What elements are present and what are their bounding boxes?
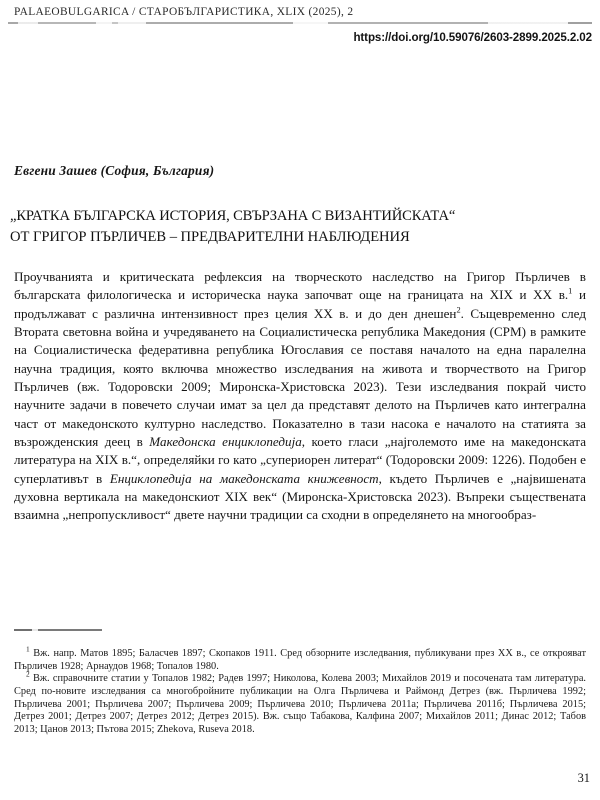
cited-work-macedonian-encyclopedia: Македонска енциклопедија	[149, 434, 302, 450]
body-segment-4: , което гласи „најголемото име на македонската литература на XIX в.“, определяйки го като „супериорен литерат“ (Тодоровски 2009: 1226). Подобен е суперлативът в	[14, 434, 587, 486]
header-rule	[8, 22, 592, 24]
footnote-text: Вж. напр. Матов 1895; Баласчев 1897; Скопаков 1911. Сред обзорните изследвания, публикувани през XX в., се открояват Пърличев 1928; Арнаудов 1968; Топалов 1980.	[14, 648, 586, 672]
footnote-separator-rule	[14, 629, 102, 631]
footnote-marker-2[interactable]: 2	[456, 305, 461, 315]
body-segment-1: Проучванията и критическата рефлексия на творческото наследство на Григор Пърличев в българската филологическа и историческа наука започват още на границата на XIX и XX в.	[14, 269, 586, 303]
footnotes-block	[14, 644, 586, 737]
footnote-number: 2	[26, 669, 30, 679]
footnote-number: 1	[26, 644, 30, 654]
doi-link[interactable]: https://doi.org/10.59076/2603-2899.2025.2.02	[353, 31, 592, 44]
body-segment-2: и продължават с различна интензивност през целия XX в. и до ден днешен	[14, 287, 586, 321]
article-title-line-1: „КРАТКА БЪЛГАРСКА ИСТОРИЯ, СВЪРЗАНА С ВИЗАНТИЙСКАТА“	[10, 208, 456, 224]
article-title-line-2: ОТ ГРИГОР ПЪРЛИЧЕВ – ПРЕДВАРИТЕЛНИ НАБЛЮДЕНИЯ	[10, 229, 410, 245]
footnote-item	[14, 669, 586, 736]
article-title	[10, 206, 592, 248]
running-head: PALAEOBULGARICA / СТАРОБЪЛГАРИСТИКА, XLIX (2025), 2	[14, 6, 354, 18]
footnote-item	[14, 644, 586, 673]
footnote-marker-1[interactable]: 1	[568, 286, 573, 296]
cited-work-encyclopedia-of-macedonian-literature: Енциклопедија на македонската книжевност	[109, 470, 379, 486]
body-segment-5: , където Пърличев е „највишената духовна вертикала на македонскиот XIX век“ (Миронска-Христовска 2023). Въпреки съществената взаимна „непропускливост“ двете научни традиции са сходни в определянето на многообраз-	[14, 470, 586, 523]
article-body	[14, 268, 586, 525]
body-paragraph	[14, 268, 586, 525]
article-author: Евгени Зашев (София, България)	[14, 163, 215, 178]
page-number: 31	[577, 771, 590, 785]
footnote-text: Вж. справочните статии у Топалов 1982; Радев 1997; Николова, Колева 2003; Михайлов 2019 и посочената там литература. Сред по-новите изследвания са многобройните публикации на Олга Пърличева и Раймонд Детрез (вж. Пърличева 1992; Пърличева 2001; Пърличева 2007; Пърличева 2009; Пърличева 2010; Пърличева 2011а; Пърличева 2011б; Пърличева 2015; Детрез 2001; Детрез 2007; Детрез 2012; Детрез 2015). Вж. също Табакова, Калфина 2007; Михайлов 2011; Динас 2012; Табов 2013; Цанов 2013; Пътова 2015; Zhekova, Ruseva 2018.	[14, 673, 586, 735]
body-segment-3: . Същевременно след Втората световна война и учредяването на Социалистическа република Македония (СРМ) в рамките на Социалистическа федеративна република Югославия се поставя началото на една паралелна научна традиция, която включва множество изследвания на живота и творчеството на Григор Пърличев (вж. Тодоровски 2009; Миронска-Христовска 2023). Тези изследвания покрай чисто научните задачи в повечето случаи имат за цел да представят делото на Пърличев като интегрална част от македонското културно наследство. Показателно в тази насока е началото на статията за възрожденския деец в	[14, 305, 586, 450]
